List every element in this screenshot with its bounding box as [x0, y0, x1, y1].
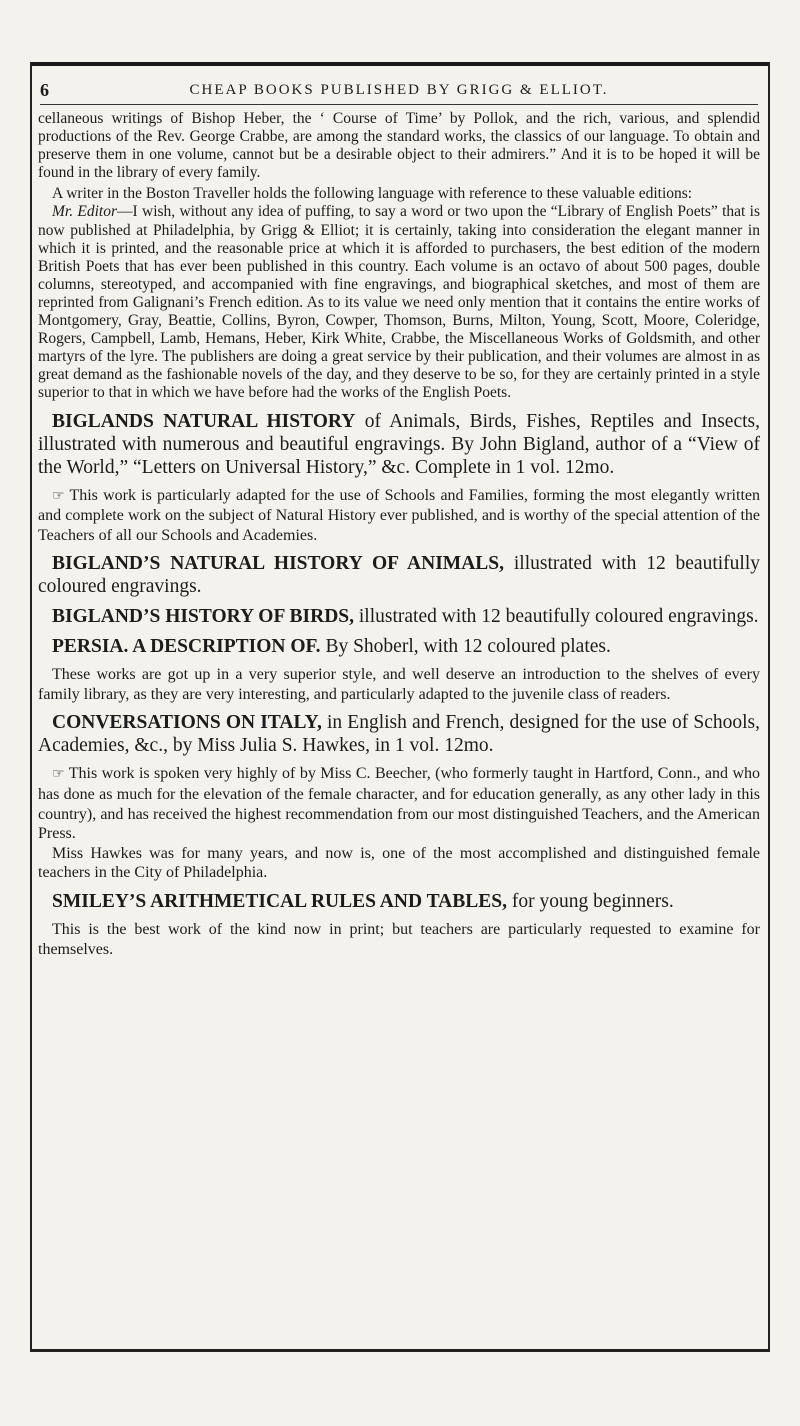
entry-biglands-natural-history — [38, 410, 760, 479]
editor-letter — [38, 203, 760, 402]
entry-smileys-arithmetic — [38, 890, 760, 913]
entry-title: BIGLAND’S NATURAL HISTORY OF ANIMALS, — [52, 553, 505, 575]
traveller-paragraph: A writer in the Boston Traveller holds the following language with reference to these valuable editions: — [52, 185, 693, 203]
note-text: This work is particularly adapted for the use of Schools and Families, forming the most elegantly written and complete work on the subject of Natural History ever published, and is worthy of the special attention of the Teachers of all our Schools and Academies. — [38, 486, 760, 544]
entry-description: By Shoberl, with 12 coloured plates. — [320, 636, 611, 658]
entry-note: Miss Hawkes was for many years, and now is, one of the most accomplished and distinguished female teachers in the City of Philadelphia. — [38, 844, 760, 882]
pointing-hand-icon: ☞ — [52, 487, 65, 504]
entry-history-of-birds — [38, 605, 760, 628]
entry-history-of-animals — [38, 552, 760, 598]
entry-conversations-on-italy — [38, 711, 760, 757]
intro-paragraph: cellaneous writings of Bishop Heber, the ‘ Course of Time’ by Pollok, and the rich, various, and splendid productions of the Rev. George Crabbe, are among the standard works, the classics of our language. To obtain and preserve them in one volume, cannot but be a desirable object to their admirers.” And it is to be hoped it will be found in the library of every family. — [38, 110, 760, 182]
page-header — [40, 76, 758, 105]
entry-description: in English and French, designed for the use of Schools, Academies, &c., by Miss Julia S. Hawkes, in 1 vol. 12mo. — [38, 712, 760, 757]
entry-description: for young beginners. — [506, 891, 674, 913]
entry-description: illustrated with 12 beautifully coloured engravings. — [38, 553, 760, 598]
entry-note: This is the best work of the kind now in print; but teachers are particularly requested to examine for themselves. — [38, 921, 760, 958]
page-number: 6 — [40, 79, 49, 100]
pointing-hand-icon: ☞ — [52, 766, 65, 783]
running-title: CHEAP BOOKS PUBLISHED BY GRIGG & ELLIOT. — [189, 81, 609, 98]
entry-note — [38, 486, 760, 546]
entry-title: PERSIA. A DESCRIPTION OF. — [52, 636, 321, 658]
entry-note: These works are got up in a very superior style, and well deserve an introduction to the shelves of every family library, as they are very interesting, and particularly adapted to the juvenile class of readers. — [38, 666, 760, 703]
page — [30, 62, 770, 1352]
top-rule — [32, 62, 768, 66]
page-body — [38, 110, 760, 959]
entry-title: BIGLANDS NATURAL HISTORY — [52, 410, 356, 432]
entry-note — [38, 764, 760, 843]
entry-title: SMILEY’S ARITHMETICAL RULES AND TABLES, — [52, 891, 507, 913]
editor-salutation: Mr. Editor — [52, 203, 118, 221]
entry-title: CONVERSATIONS ON ITALY, — [52, 712, 322, 734]
entry-title: BIGLAND’S HISTORY OF BIRDS, — [52, 606, 354, 628]
note-text: This work is spoken very highly of by Miss C. Beecher, (who formerly taught in Hartford, Conn., and who has done as much for the elevation of the female character, and for education generally, as any other lady in this country), and has received the highest recommendation from our most distinguished Teachers, and the American Press. — [38, 765, 760, 843]
entry-description: illustrated with 12 beautifully coloured engravings. — [354, 606, 759, 628]
editor-letter-text: —I wish, without any idea of puffing, to say a word or two upon the “Library of English Poets” that is now published at Philadelphia, by Grigg & Elliot; it is certainly, taking into consideration the elegant manner in which it is printed, and the reasonable price at which it is afforded to purchasers, the best edition of the modern British Poets that has ever been published in this country. Each volume is an octavo of about 500 pages, double columns, stereotyped, and accompanied with fine engravings, and biographical sketches, and most of them are reprinted from Galignani’s French edition. As to its value we need only mention that it contains the entire works of Montgomery, Gray, Beattie, Collins, Byron, Cowper, Thomson, Burns, Milton, Young, Scott, Moore, Coleridge, Rogers, Campbell, Lamb, Hemans, Heber, Kirk White, Crabbe, the Miscellaneous Works of Goldsmith, and other martyrs of the lyre. The publishers are doing a great service by their publication, and their volumes are almost in as great demand as the fashionable novels of the day, and they deserve to be so, for they are certainly printed in a style superior to that in which we have before had the works of the English Poets. — [38, 203, 760, 402]
entry-persia — [38, 635, 760, 658]
entry-description: of Animals, Birds, Fishes, Reptiles and Insects, illustrated with numerous and beautiful engravings. By John Bigland, author of a “View of the World,” “Letters on Universal History,” &c. Complete in 1 vol. 12mo. — [38, 410, 760, 478]
